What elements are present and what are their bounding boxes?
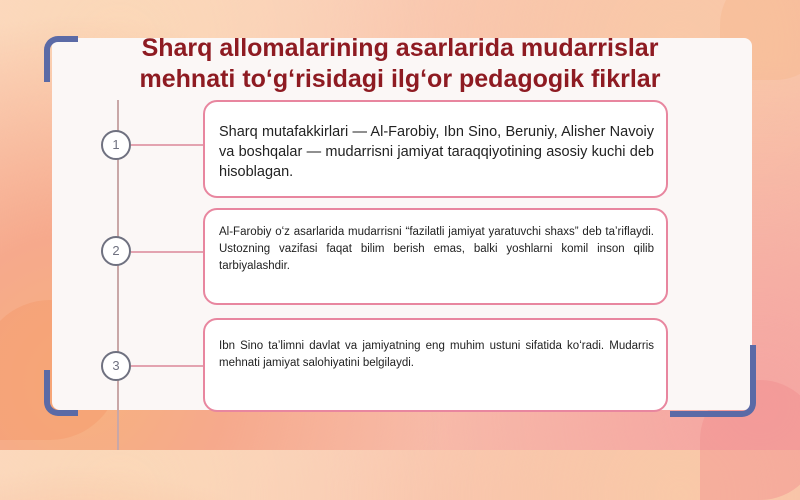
corner-bracket-bottom-right — [670, 345, 756, 417]
card-text: Al-Farobiy oʻz asarlarida mudarrisni “fazilatli jamiyat yaratuvchi shaxs” deb taʼriflaydi. Ustozning vazifasi faqat bilim berish emas, balki yoshlarni komil inson qilib tarbiyalashdir. — [219, 226, 654, 272]
content-card — [203, 208, 668, 305]
slide-title — [100, 33, 700, 95]
slide-title-line-1: Sharq allomalarining asarlarida mudarrislar — [141, 34, 659, 62]
card-text: Ibn Sino taʼlimni davlat va jamiyatning eng muhim ustuni sifatida koʻradi. Mudarris mehnati jamiyat salohiyatini belgilaydi. — [219, 340, 654, 369]
step-number-badge — [101, 130, 131, 160]
corner-bracket-top-left — [44, 36, 78, 82]
card-text: Sharq mutafakkirlari — Al-Farobiy, Ibn Sino, Beruniy, Alisher Navoiy va boshqalar — mudarrisni jamiyat taraqqiyotining asosiy kuchi deb hisoblagan. — [219, 124, 654, 180]
timeline-connector — [131, 144, 203, 146]
timeline-connector — [131, 251, 203, 253]
step-number: 3 — [112, 358, 120, 373]
step-number-badge — [101, 236, 131, 266]
step-number-badge — [101, 351, 131, 381]
content-card — [203, 100, 668, 198]
content-card — [203, 318, 668, 412]
step-number: 2 — [112, 243, 120, 258]
timeline-connector — [131, 365, 203, 367]
slide-title-line-2: mehnati to‘g‘risidagi ilg‘or pedagogik fikrlar — [139, 65, 661, 93]
step-number: 1 — [112, 137, 120, 152]
corner-bracket-bottom-left — [44, 370, 78, 416]
